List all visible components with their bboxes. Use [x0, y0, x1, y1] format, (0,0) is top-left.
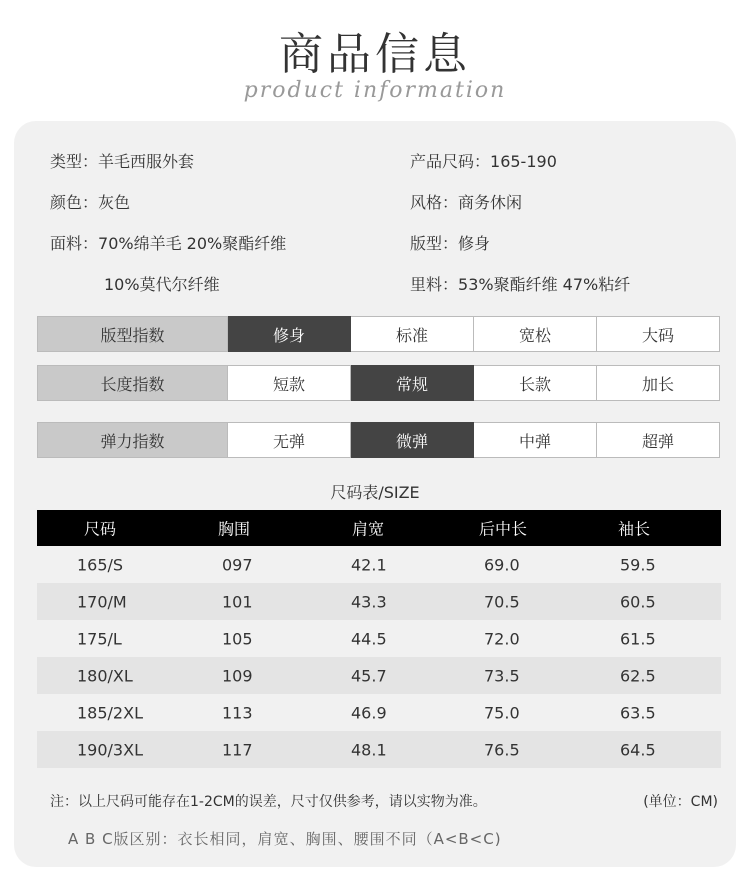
info-label: 类型：	[50, 152, 99, 171]
table-row	[37, 583, 721, 620]
table-cell: 63.5	[620, 703, 656, 722]
table-cell: 180/XL	[77, 666, 133, 685]
index-option: 超弹	[597, 422, 720, 458]
index-option: 加长	[597, 365, 720, 401]
info-label: 产品尺码：	[410, 152, 491, 171]
table-row	[37, 620, 721, 657]
table-row	[37, 546, 721, 583]
table-cell: 69.0	[484, 555, 520, 574]
info-value: 修身	[458, 234, 491, 253]
table-cell: 75.0	[484, 703, 520, 722]
info-value: 53%聚酯纤维 47%粘纤	[458, 275, 631, 294]
column-header: 袖长	[618, 519, 651, 539]
index-option: 宽松	[474, 316, 597, 352]
table-cell: 42.1	[351, 555, 387, 574]
info-lining	[410, 272, 630, 295]
table-cell: 73.5	[484, 666, 520, 685]
info-value: 165-190	[490, 152, 557, 171]
index-option: 大码	[597, 316, 720, 352]
table-cell: 44.5	[351, 629, 387, 648]
index-option: 短款	[228, 365, 351, 401]
index-option: 微弹	[351, 422, 474, 458]
info-fabric	[50, 231, 286, 254]
table-row	[37, 731, 721, 768]
table-cell: 097	[222, 555, 253, 574]
table-cell: 45.7	[351, 666, 387, 685]
table-cell: 76.5	[484, 740, 520, 759]
size-table-caption: 尺码表/SIZE	[330, 483, 420, 502]
index-label: 弹力指数	[37, 422, 228, 458]
table-cell: 190/3XL	[77, 740, 143, 759]
info-label: 版型：	[410, 234, 459, 253]
table-cell: 72.0	[484, 629, 520, 648]
column-header: 肩宽	[352, 519, 385, 539]
unit-note: (单位：CM)	[643, 794, 718, 810]
column-header: 尺码	[84, 519, 117, 539]
table-cell: 113	[222, 703, 253, 722]
info-value: 羊毛西服外套	[98, 152, 195, 171]
info-label: 风格：	[410, 193, 459, 212]
table-cell: 175/L	[77, 629, 122, 648]
column-header: 后中长	[479, 519, 528, 539]
index-option: 标准	[351, 316, 474, 352]
table-cell: 165/S	[77, 555, 124, 574]
index-option: 中弹	[474, 422, 597, 458]
info-fit	[410, 231, 490, 254]
table-cell: 46.9	[351, 703, 387, 722]
table-cell: 70.5	[484, 592, 520, 611]
abc-version-note: A B C版区别：衣长相同，肩宽、胸围、腰围不同（A<B<C)	[68, 830, 502, 848]
table-cell: 105	[222, 629, 253, 648]
info-value: 10%莫代尔纤维	[104, 275, 220, 294]
table-cell: 170/M	[77, 592, 127, 611]
table-cell: 60.5	[620, 592, 656, 611]
size-table-header	[37, 510, 721, 546]
table-cell: 48.1	[351, 740, 387, 759]
table-row	[37, 694, 721, 731]
info-label: 里料：	[410, 275, 459, 294]
info-label: 颜色：	[50, 193, 99, 212]
table-cell: 62.5	[620, 666, 656, 685]
index-option: 无弹	[228, 422, 351, 458]
index-option: 修身	[228, 316, 351, 352]
page-subtitle: product information	[243, 78, 507, 103]
index-row-fit	[37, 316, 720, 352]
index-row-length	[37, 365, 720, 401]
info-size	[410, 149, 557, 172]
table-cell: 59.5	[620, 555, 656, 574]
info-color	[50, 190, 130, 213]
index-label: 版型指数	[37, 316, 228, 352]
index-label: 长度指数	[37, 365, 228, 401]
info-style	[410, 190, 522, 213]
info-fabric-cont	[104, 272, 220, 295]
table-cell: 109	[222, 666, 253, 685]
index-row-elasticity	[37, 422, 720, 458]
info-value: 灰色	[98, 193, 131, 212]
table-cell: 117	[222, 740, 253, 759]
column-header: 胸围	[218, 519, 251, 539]
table-cell: 64.5	[620, 740, 656, 759]
index-option: 长款	[474, 365, 597, 401]
info-label: 面料：	[50, 234, 99, 253]
index-option: 常规	[351, 365, 474, 401]
size-disclaimer: 注：以上尺码可能存在1-2CM的误差，尺寸仅供参考，请以实物为准。	[50, 794, 487, 810]
size-table	[37, 510, 721, 768]
table-cell: 185/2XL	[77, 703, 143, 722]
info-value: 70%绵羊毛 20%聚酯纤维	[98, 234, 287, 253]
page-title: 商品信息	[279, 29, 471, 80]
info-value: 商务休闲	[458, 193, 523, 212]
info-type	[50, 149, 194, 172]
table-cell: 61.5	[620, 629, 656, 648]
table-cell: 101	[222, 592, 253, 611]
table-cell: 43.3	[351, 592, 387, 611]
table-row	[37, 657, 721, 694]
